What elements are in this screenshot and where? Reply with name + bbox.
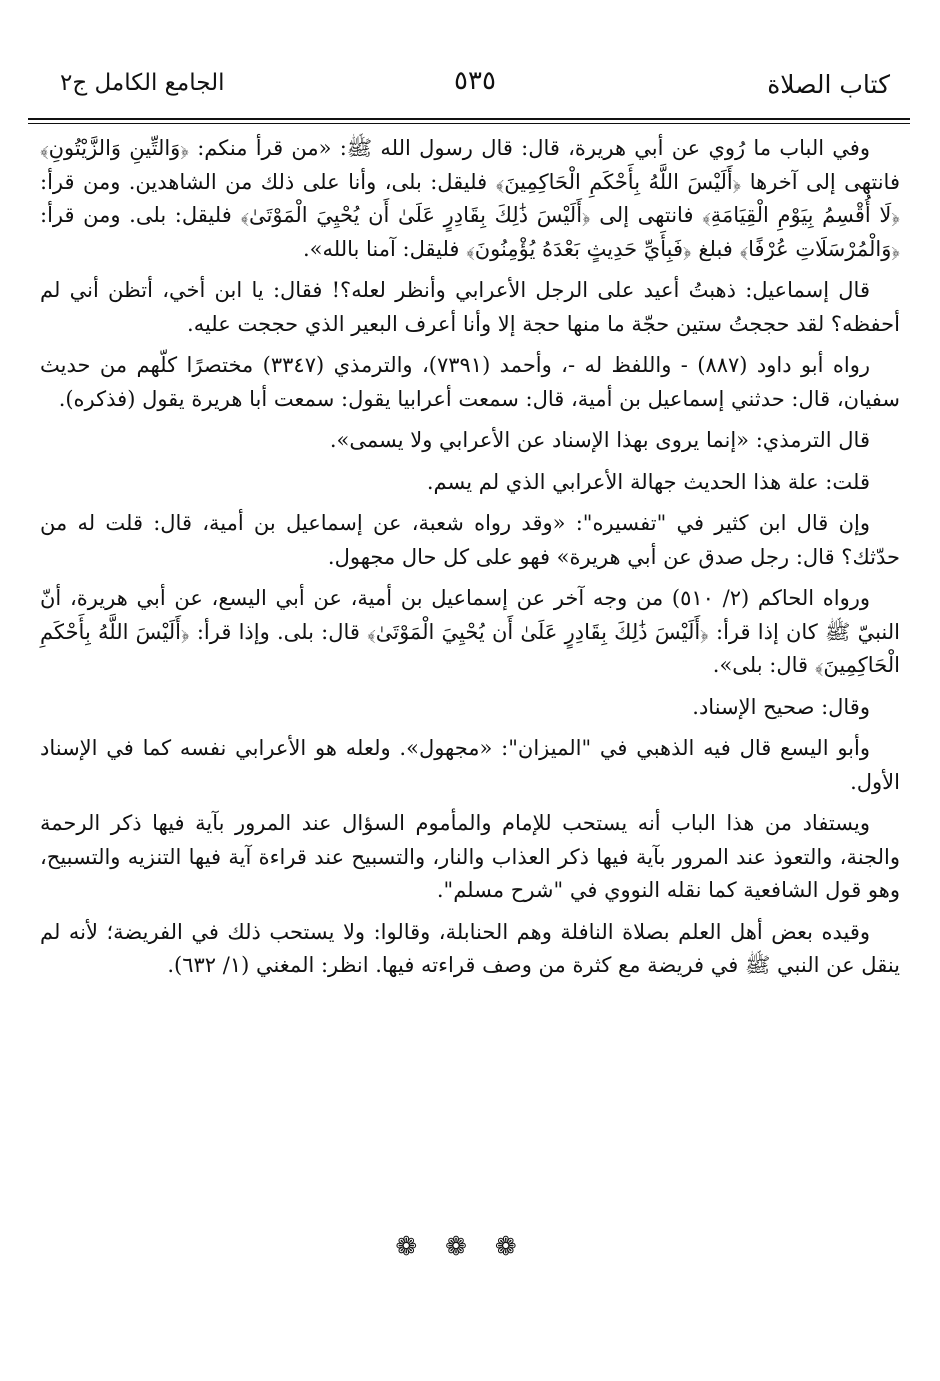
page-header: [60, 62, 890, 114]
paragraph: وأبو اليسع قال فيه الذهبي في "الميزان": «مجهول». ولعله هو الأعرابي نفسه كما في الإسناد الأول.: [40, 736, 900, 794]
paragraph: قال الترمذي: «إنما يروى بهذا الإسناد عن الأعرابي ولا يسمى».: [329, 428, 870, 452]
paragraph: وإن قال ابن كثير في "تفسيره": «وقد رواه شعبة، عن إسماعيل بن أمية، قال: قلت له من حدّثك؟ قال: رجل صدق عن أبي هريرة» فهو على كل حال مجهول.: [40, 511, 900, 569]
paragraph: قلت: علة هذا الحديث جهالة الأعرابي الذي لم يسم.: [426, 469, 870, 494]
paragraph: وفي الباب ما رُوي عن أبي هريرة، قال: قال رسول الله ﷺ: «من قرأ منكم: ﴿وَالتِّينِ وَالزَّيْتُونِ﴾ فانتهى إلى آخرها ﴿أَلَيْسَ اللَّهُ بِأَحْكَمِ الْحَاكِمِينَ﴾ فليقل: بلى، وأنا على ذلك من الشاهدين. ومن قرأ: ﴿لَا أُقْسِمُ بِيَوْمِ الْقِيَامَةِ﴾ فانتهى إلى ﴿أَلَيْسَ ذَٰلِكَ بِقَادِرٍ عَلَىٰ أَن يُحْيِيَ الْمَوْتَىٰ﴾ فليقل: بلى. ومن قرأ: ﴿وَالْمُرْسَلَاتِ عُرْفًا﴾ فبلغ ﴿فَبِأَيِّ حَدِيثٍ بَعْدَهُ يُؤْمِنُونَ﴾ فليقل: آمنا بالله».: [40, 136, 900, 261]
paragraph: رواه أبو داود (٨٨٧) - واللفظ له -، وأحمد (٧٣٩١)، والترمذي (٣٣٤٧) مختصرًا كلّهم من حديث سفيان، قال: حدثني إسماعيل بن أمية، قال: سمعت أعرابيا يقول: سمعت أبا هريرة يقول (فذكره).: [40, 353, 900, 411]
paragraph: ورواه الحاكم (٢/ ٥١٠) من وجه آخر عن إسماعيل بن أمية، عن أبي اليسع، عن أبي هريرة، أنّ النبيّ ﷺ كان إذا قرأ: ﴿أَلَيْسَ ذَٰلِكَ بِقَادِرٍ عَلَىٰ أَن يُحْيِيَ الْمَوْتَىٰ﴾ قال: بلى. وإذا قرأ: ﴿أَلَيْسَ اللَّهُ بِأَحْكَمِ الْحَاكِمِينَ﴾ قال: بلى».: [40, 586, 900, 677]
page-body: [40, 132, 900, 991]
chapter-title: كتاب الصلاة: [767, 70, 890, 99]
footer-ornament-icon: ❁❁❁: [395, 1232, 545, 1262]
paragraph: ويستفاد من هذا الباب أنه يستحب للإمام والمأموم السؤال عند المرور بآية فيها ذكر الرحمة والجنة، والتعوذ عند المرور بآية فيها ذكر العذاب والنار، والتسبيح عند قراءة آية فيها التنزيه والتسبيح، وهو قول الشافعية كما نقله النووي في "شرح مسلم".: [40, 811, 900, 902]
paragraph: وقيده بعض أهل العلم بصلاة النافلة وهم الحنابلة، وقالوا: ولا يستحب ذلك في الفريضة؛ لأنه لم ينقل عن النبي ﷺ في فريضة مع كثرة من وصف قراءته فيها. انظر: المغني (١/ ٦٣٢).: [40, 919, 900, 977]
page-number: ٥٣٥: [454, 66, 496, 96]
book-title: الجامع الكامل ج٢: [60, 70, 225, 96]
header-rule-thick: [28, 118, 910, 120]
paragraph: قال إسماعيل: ذهبتُ أعيد على الرجل الأعرابي وأنظر لعله؟! فقال: يا ابن أخي، أتظن أني لم أحفظه؟ لقد حججتُ ستين حجّة ما منها حجة إلا وأنا أعرف البعير الذي حججت عليه.: [40, 278, 900, 336]
paragraph: وقال: صحيح الإسناد.: [692, 694, 870, 719]
header-rule-thin: [28, 123, 910, 124]
